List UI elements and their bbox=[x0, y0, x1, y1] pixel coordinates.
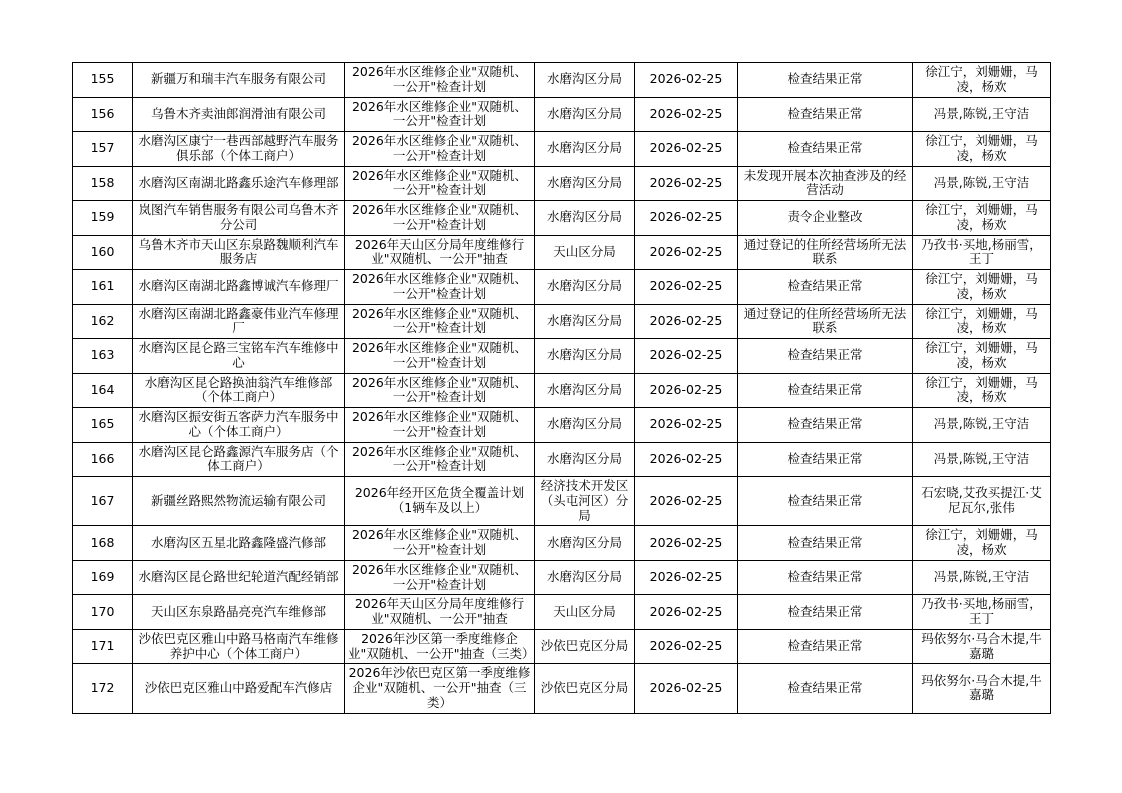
cell-enterprise-name: 水磨沟区昆仑路换油翁汽车维修部（个体工商户） bbox=[133, 373, 345, 408]
cell-plan: 2026年经开区危货全覆盖计划（1辆车及以上） bbox=[345, 477, 535, 526]
cell-enterprise-name: 水磨沟区南湖北路鑫豪伟业汽车修理厂 bbox=[133, 304, 345, 339]
cell-result: 责令企业整改 bbox=[738, 201, 913, 236]
cell-staff: 徐江宁，刘姗姗，马凌，杨欢 bbox=[913, 201, 1051, 236]
cell-staff: 徐江宁，刘姗姗，马凌，杨欢 bbox=[913, 373, 1051, 408]
cell-result: 检查结果正常 bbox=[738, 477, 913, 526]
cell-date: 2026-02-25 bbox=[635, 526, 738, 561]
cell-plan: 2026年水区维修企业"双随机、一公开"检查计划 bbox=[345, 132, 535, 167]
cell-enterprise-name: 水磨沟区振安街五客萨力汽车服务中心（个体工商户） bbox=[133, 408, 345, 443]
cell-organization: 水磨沟区分局 bbox=[535, 97, 635, 132]
table-row bbox=[73, 560, 1051, 595]
table-row bbox=[73, 629, 1051, 664]
table-row bbox=[73, 664, 1051, 713]
cell-date: 2026-02-25 bbox=[635, 408, 738, 443]
cell-enterprise-name: 岚图汽车销售服务有限公司乌鲁木齐分公司 bbox=[133, 201, 345, 236]
cell-date: 2026-02-25 bbox=[635, 201, 738, 236]
table-row bbox=[73, 373, 1051, 408]
cell-staff: 徐江宁，刘姗姗，马凌，杨欢 bbox=[913, 339, 1051, 374]
cell-result: 检查结果正常 bbox=[738, 595, 913, 630]
cell-enterprise-name: 水磨沟区南湖北路鑫博诚汽车修理厂 bbox=[133, 270, 345, 305]
cell-result: 检查结果正常 bbox=[738, 63, 913, 98]
cell-staff: 冯景,陈锐,王守洁 bbox=[913, 442, 1051, 477]
cell-organization: 水磨沟区分局 bbox=[535, 408, 635, 443]
cell-enterprise-name: 水磨沟区昆仑路世纪轮道汽配经销部 bbox=[133, 560, 345, 595]
cell-plan: 2026年水区维修企业"双随机、一公开"检查计划 bbox=[345, 526, 535, 561]
cell-organization: 沙依巴克区分局 bbox=[535, 664, 635, 713]
cell-plan: 2026年水区维修企业"双随机、一公开"检查计划 bbox=[345, 408, 535, 443]
cell-date: 2026-02-25 bbox=[635, 664, 738, 713]
cell-plan: 2026年天山区分局年度维修行业"双随机、一公开"抽查 bbox=[345, 595, 535, 630]
cell-date: 2026-02-25 bbox=[635, 595, 738, 630]
table-row bbox=[73, 595, 1051, 630]
cell-enterprise-name: 天山区东泉路晶亮亮汽车维修部 bbox=[133, 595, 345, 630]
cell-staff: 石宏晓,艾孜买提江·艾尼瓦尔,张伟 bbox=[913, 477, 1051, 526]
cell-result: 检查结果正常 bbox=[738, 270, 913, 305]
cell-organization: 天山区分局 bbox=[535, 595, 635, 630]
cell-index: 167 bbox=[73, 477, 133, 526]
cell-result: 检查结果正常 bbox=[738, 442, 913, 477]
cell-result: 检查结果正常 bbox=[738, 408, 913, 443]
cell-plan: 2026年水区维修企业"双随机、一公开"检查计划 bbox=[345, 373, 535, 408]
table-row bbox=[73, 408, 1051, 443]
cell-organization: 水磨沟区分局 bbox=[535, 166, 635, 201]
cell-staff: 徐江宁，刘姗姗，马凌，杨欢 bbox=[913, 132, 1051, 167]
cell-plan: 2026年水区维修企业"双随机、一公开"检查计划 bbox=[345, 201, 535, 236]
cell-date: 2026-02-25 bbox=[635, 629, 738, 664]
cell-organization: 水磨沟区分局 bbox=[535, 526, 635, 561]
table-row bbox=[73, 270, 1051, 305]
cell-result: 检查结果正常 bbox=[738, 560, 913, 595]
cell-index: 160 bbox=[73, 235, 133, 270]
cell-organization: 水磨沟区分局 bbox=[535, 560, 635, 595]
cell-result: 通过登记的住所经营场所无法联系 bbox=[738, 235, 913, 270]
cell-date: 2026-02-25 bbox=[635, 270, 738, 305]
cell-index: 162 bbox=[73, 304, 133, 339]
cell-organization: 水磨沟区分局 bbox=[535, 201, 635, 236]
cell-index: 171 bbox=[73, 629, 133, 664]
cell-date: 2026-02-25 bbox=[635, 560, 738, 595]
cell-enterprise-name: 乌鲁木齐卖油郎润滑油有限公司 bbox=[133, 97, 345, 132]
cell-date: 2026-02-25 bbox=[635, 63, 738, 98]
cell-enterprise-name: 乌鲁木齐市天山区东泉路魏顺利汽车服务店 bbox=[133, 235, 345, 270]
cell-date: 2026-02-25 bbox=[635, 132, 738, 167]
cell-index: 156 bbox=[73, 97, 133, 132]
cell-result: 检查结果正常 bbox=[738, 664, 913, 713]
cell-enterprise-name: 水磨沟区南湖北路鑫乐途汽车修理部 bbox=[133, 166, 345, 201]
cell-plan: 2026年水区维修企业"双随机、一公开"检查计划 bbox=[345, 63, 535, 98]
cell-plan: 2026年水区维修企业"双随机、一公开"检查计划 bbox=[345, 304, 535, 339]
cell-organization: 水磨沟区分局 bbox=[535, 270, 635, 305]
cell-plan: 2026年天山区分局年度维修行业"双随机、一公开"抽查 bbox=[345, 235, 535, 270]
cell-staff: 乃孜书·买地,杨丽雪，王丁 bbox=[913, 235, 1051, 270]
cell-index: 170 bbox=[73, 595, 133, 630]
cell-organization: 水磨沟区分局 bbox=[535, 132, 635, 167]
cell-result: 检查结果正常 bbox=[738, 629, 913, 664]
cell-plan: 2026年水区维修企业"双随机、一公开"检查计划 bbox=[345, 339, 535, 374]
cell-plan: 2026年水区维修企业"双随机、一公开"检查计划 bbox=[345, 97, 535, 132]
cell-date: 2026-02-25 bbox=[635, 339, 738, 374]
cell-staff: 冯景,陈锐,王守洁 bbox=[913, 560, 1051, 595]
cell-result: 通过登记的住所经营场所无法联系 bbox=[738, 304, 913, 339]
table-row bbox=[73, 442, 1051, 477]
table-row bbox=[73, 339, 1051, 374]
cell-staff: 冯景,陈锐,王守洁 bbox=[913, 408, 1051, 443]
cell-result: 检查结果正常 bbox=[738, 97, 913, 132]
cell-date: 2026-02-25 bbox=[635, 442, 738, 477]
cell-plan: 2026年沙依巴克区第一季度维修企业"双随机、一公开"抽查（三类） bbox=[345, 664, 535, 713]
table-body bbox=[73, 63, 1051, 714]
table-row bbox=[73, 166, 1051, 201]
cell-plan: 2026年沙区第一季度维修企业"双随机、一公开"抽查（三类） bbox=[345, 629, 535, 664]
cell-staff: 徐江宁，刘姗姗，马凌，杨欢 bbox=[913, 63, 1051, 98]
cell-organization: 天山区分局 bbox=[535, 235, 635, 270]
cell-date: 2026-02-25 bbox=[635, 373, 738, 408]
cell-enterprise-name: 水磨沟区昆仑路鑫源汽车服务店（个体工商户） bbox=[133, 442, 345, 477]
cell-index: 159 bbox=[73, 201, 133, 236]
cell-organization: 水磨沟区分局 bbox=[535, 63, 635, 98]
table-row bbox=[73, 132, 1051, 167]
cell-index: 164 bbox=[73, 373, 133, 408]
cell-index: 169 bbox=[73, 560, 133, 595]
cell-enterprise-name: 新疆丝路熙然物流运输有限公司 bbox=[133, 477, 345, 526]
cell-staff: 玛依努尔·马合木提,牛嘉璐 bbox=[913, 664, 1051, 713]
cell-staff: 玛依努尔·马合木提,牛嘉璐 bbox=[913, 629, 1051, 664]
cell-organization: 水磨沟区分局 bbox=[535, 304, 635, 339]
cell-plan: 2026年水区维修企业"双随机、一公开"检查计划 bbox=[345, 560, 535, 595]
cell-result: 检查结果正常 bbox=[738, 132, 913, 167]
cell-index: 161 bbox=[73, 270, 133, 305]
cell-enterprise-name: 沙依巴克区雅山中路爱配车汽修店 bbox=[133, 664, 345, 713]
table-row bbox=[73, 201, 1051, 236]
cell-organization: 经济技术开发区（头屯河区）分局 bbox=[535, 477, 635, 526]
table-row bbox=[73, 304, 1051, 339]
cell-staff: 徐江宁，刘姗姗，马凌，杨欢 bbox=[913, 526, 1051, 561]
cell-result: 检查结果正常 bbox=[738, 339, 913, 374]
cell-plan: 2026年水区维修企业"双随机、一公开"检查计划 bbox=[345, 166, 535, 201]
cell-result: 检查结果正常 bbox=[738, 373, 913, 408]
cell-staff: 冯景,陈锐,王守洁 bbox=[913, 166, 1051, 201]
cell-result: 未发现开展本次抽查涉及的经营活动 bbox=[738, 166, 913, 201]
cell-organization: 水磨沟区分局 bbox=[535, 442, 635, 477]
cell-date: 2026-02-25 bbox=[635, 477, 738, 526]
cell-plan: 2026年水区维修企业"双随机、一公开"检查计划 bbox=[345, 270, 535, 305]
table-row bbox=[73, 97, 1051, 132]
cell-plan: 2026年水区维修企业"双随机、一公开"检查计划 bbox=[345, 442, 535, 477]
cell-date: 2026-02-25 bbox=[635, 304, 738, 339]
cell-enterprise-name: 沙依巴克区雅山中路马格南汽车维修养护中心（个体工商户） bbox=[133, 629, 345, 664]
cell-index: 163 bbox=[73, 339, 133, 374]
cell-staff: 徐江宁，刘姗姗，马凌，杨欢 bbox=[913, 270, 1051, 305]
cell-organization: 水磨沟区分局 bbox=[535, 373, 635, 408]
cell-result: 检查结果正常 bbox=[738, 526, 913, 561]
cell-index: 172 bbox=[73, 664, 133, 713]
cell-staff: 徐江宁，刘姗姗，马凌，杨欢 bbox=[913, 304, 1051, 339]
cell-staff: 冯景,陈锐,王守洁 bbox=[913, 97, 1051, 132]
cell-index: 158 bbox=[73, 166, 133, 201]
table-row bbox=[73, 63, 1051, 98]
table-row bbox=[73, 526, 1051, 561]
inspection-records-table bbox=[72, 62, 1051, 714]
cell-index: 168 bbox=[73, 526, 133, 561]
cell-index: 155 bbox=[73, 63, 133, 98]
cell-organization: 沙依巴克区分局 bbox=[535, 629, 635, 664]
cell-enterprise-name: 新疆万和瑞丰汽车服务有限公司 bbox=[133, 63, 345, 98]
cell-date: 2026-02-25 bbox=[635, 166, 738, 201]
cell-enterprise-name: 水磨沟区昆仑路三宝铭车汽车维修中心 bbox=[133, 339, 345, 374]
cell-staff: 乃孜书·买地,杨丽雪，王丁 bbox=[913, 595, 1051, 630]
cell-index: 157 bbox=[73, 132, 133, 167]
cell-enterprise-name: 水磨沟区康宁一巷西部越野汽车服务俱乐部（个体工商户） bbox=[133, 132, 345, 167]
table-row bbox=[73, 477, 1051, 526]
cell-enterprise-name: 水磨沟区五星北路鑫隆盛汽修部 bbox=[133, 526, 345, 561]
cell-date: 2026-02-25 bbox=[635, 235, 738, 270]
cell-index: 166 bbox=[73, 442, 133, 477]
table-row bbox=[73, 235, 1051, 270]
cell-organization: 水磨沟区分局 bbox=[535, 339, 635, 374]
cell-date: 2026-02-25 bbox=[635, 97, 738, 132]
cell-index: 165 bbox=[73, 408, 133, 443]
